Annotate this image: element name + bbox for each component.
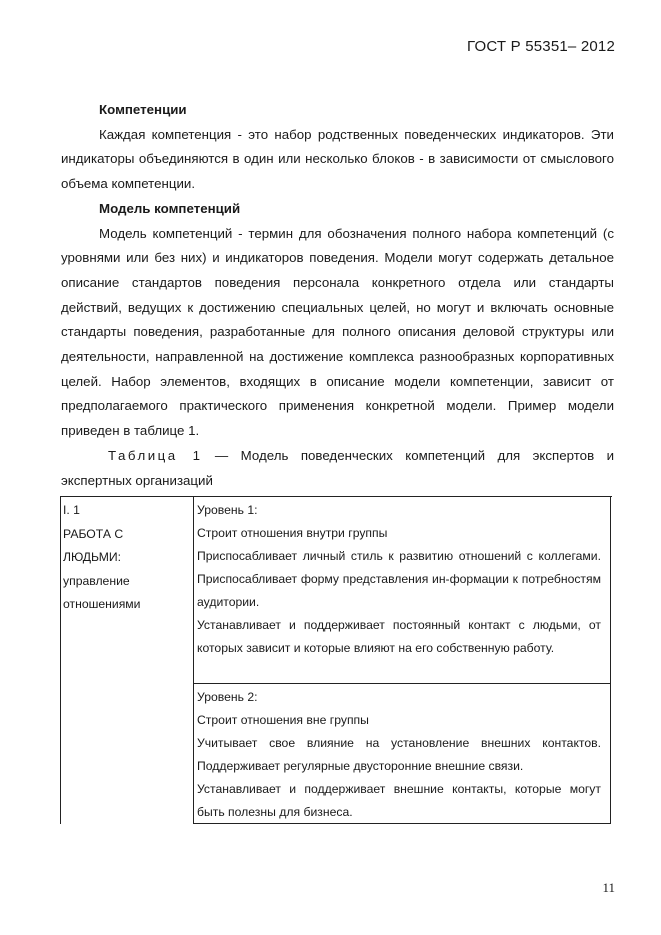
- level-1-subtitle: Строит отношения внутри группы: [197, 526, 388, 540]
- competency-table: [60, 496, 612, 824]
- level-1-item: Устанавливает и поддерживает постоянный контакт с людьми, от которых зависит и которые влияют на его собственную работу.: [197, 618, 601, 655]
- level-1-title: Уровень 1:: [197, 503, 258, 517]
- page-number: 11: [602, 880, 615, 895]
- level-2-cell: [193, 683, 611, 824]
- level-2-title: Уровень 2:: [197, 690, 258, 704]
- competency-title-line2: ЛЮДЬМИ:: [63, 550, 122, 564]
- level-1-item: Приспосабливает личный стиль к развитию отношений с коллегами. Приспосабливает форму представления ин-формации к потребностям аудитории.: [197, 549, 601, 609]
- document-code: ГОСТ Р 55351– 2012: [467, 38, 615, 55]
- document-body: [61, 98, 614, 493]
- level-2-item: Учитывает свое влияние на установление внешних контактов. Поддерживает регулярные двусторонние внешние связи.: [197, 736, 601, 773]
- competency-subtitle-line2: отношениями: [63, 597, 141, 611]
- competency-subtitle-line1: управление: [63, 573, 130, 588]
- table-left-border: [60, 496, 61, 824]
- competency-title-line1: РАБОТА С: [63, 526, 124, 541]
- model-heading: Модель компетенций: [99, 200, 241, 216]
- competencies-paragraph: Каждая компетенция - это набор родственных поведенческих индикаторов. Эти индикаторы объединяются в один или несколько блоков - в зависимости от смыслового объема компетенции.: [61, 126, 614, 192]
- competency-name-cell: [63, 499, 188, 617]
- level-2-item: Устанавливает и поддерживает внешние контакты, которые могут быть полезны для бизнеса.: [197, 782, 601, 819]
- table-caption: [61, 444, 614, 493]
- competency-number: I. 1: [63, 503, 80, 517]
- level-1-cell: [193, 496, 611, 684]
- model-paragraph: Модель компетенций - термин для обозначения полного набора компетенций (с уровнями или без них) и индикаторов поведения. Модели могут содержать детальное описание стандартов поведения персонала конкретного отдела или стандарты действий, ведущих к достижению специальных целей, но могут и включать основные стандарты поведения, разработанные для полного описания деловой структуры или деятельности, направленной на достижение комплекса разнообразных корпоративных целей. Набор элементов, входящих в описание модели компетенции, зависит от предполагаемого практического применения конкретной модели. Пример модели приведен в таблице 1.: [61, 225, 614, 439]
- table-caption-text: — Модель поведенческих компетенций для экспертов и экспертных организаций: [61, 447, 615, 488]
- competencies-heading: Компетенции: [99, 102, 187, 117]
- table-caption-label: Таблица 1: [108, 447, 203, 463]
- level-2-subtitle: Строит отношения вне группы: [197, 713, 369, 727]
